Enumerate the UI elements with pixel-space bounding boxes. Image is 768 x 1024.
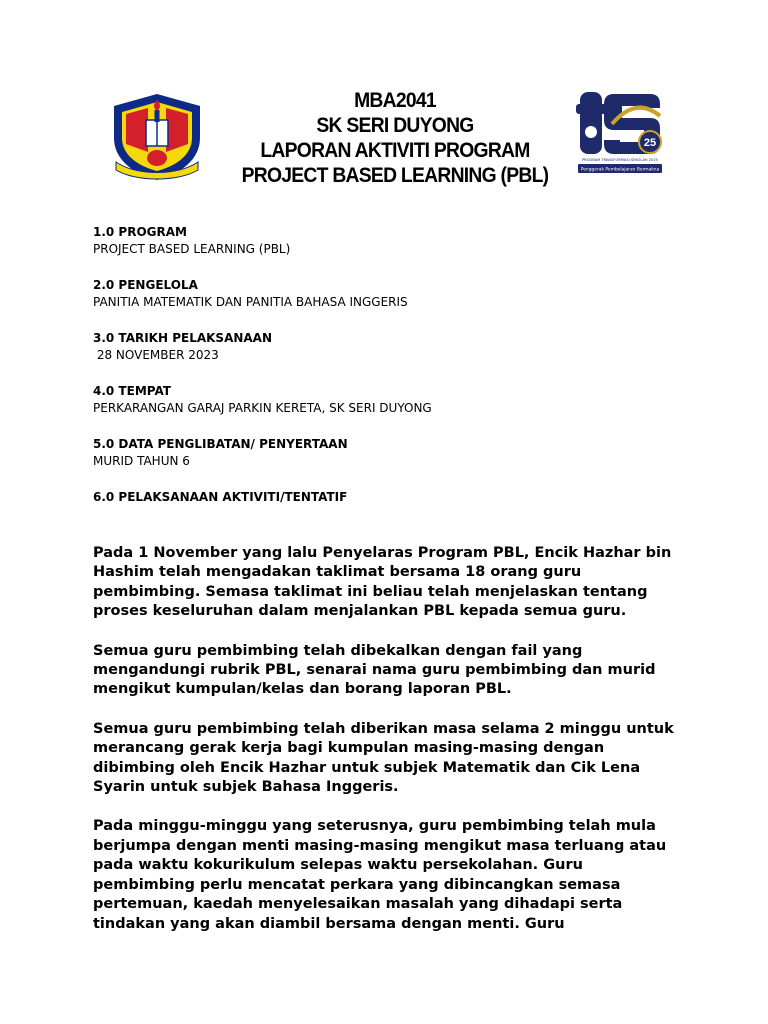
section-penglibatan [93, 436, 693, 470]
section-heading: 4.0 TEMPAT [93, 384, 171, 398]
body-paragraph: Pada 1 November yang lalu Penyelaras Program PBL, Encik Hazhar bin Hashim telah mengadakan taklimat bersama 18 orang guru pembimbing. Semasa taklimat ini beliau telah menjelaskan tentang proses keseluruhan dalam menjalankan PBL kepada semua guru. [93, 545, 672, 620]
document-title-block [200, 88, 590, 188]
report-body [93, 544, 683, 954]
body-paragraph: Semua guru pembimbing telah diberikan masa selama 2 minggu untuk merancang gerak kerja bagi kumpulan masing-masing dengan dibimbing oleh Encik Hazhar untuk subjek Matematik dan Cik Lena Syarin untuk subjek Bahasa Inggeris. [93, 720, 674, 796]
title-line-school: SK SERI DUYONG [316, 114, 474, 137]
title-line-program: PROJECT BASED LEARNING (PBL) [241, 164, 549, 187]
section-heading: 6.0 PELAKSANAAN AKTIVITI/TENTATIF [93, 490, 348, 504]
section-heading: 1.0 PROGRAM [93, 225, 187, 239]
ts25-program-text: PROGRAM TRANSFORMASI SEKOLAH 2025 [582, 158, 658, 162]
section-value: 28 NOVEMBER 2023 [93, 348, 219, 362]
section-heading: 5.0 DATA PENGLIBATAN/ PENYERTAAN [93, 437, 348, 451]
section-value: MURID TAHUN 6 [93, 454, 190, 468]
section-value: PANITIA MATEMATIK DAN PANITIA BAHASA INGGERIS [93, 295, 408, 309]
section-tempat [93, 383, 693, 417]
report-sections [93, 224, 693, 525]
section-value: PROJECT BASED LEARNING (PBL) [93, 242, 291, 256]
ts25-logo-icon [574, 86, 666, 176]
section-program [93, 224, 693, 258]
section-heading: 3.0 TARIKH PELAKSANAAN [93, 331, 273, 345]
section-pengelola [93, 277, 693, 311]
school-crest-icon [108, 92, 206, 182]
ts25-banner-text: Penggerak Pembelajaran Bermakna [580, 167, 660, 173]
body-paragraph: Semua guru pembimbing telah dibekalkan dengan fail yang mengandungi rubrik PBL, senarai nama guru pembimbing dan murid mengikut kumpulan/kelas dan borang laporan PBL. [93, 642, 656, 698]
title-line-report: LAPORAN AKTIVITI PROGRAM [260, 139, 530, 162]
ts25-badge-text: 25 [643, 137, 657, 149]
section-pelaksanaan [93, 489, 693, 506]
body-paragraph: Pada minggu-minggu yang seterusnya, guru pembimbing telah mula berjumpa dengan menti masing-masing mengikut masa terluang atau pada waktu kokurikulum selepas waktu persekolahan. Guru pembimbing perlu mencatat perkara yang dibincangkan semasa pertemuan, kaedah menyelesaikan masalah yang dihadapi serta tindakan yang akan diambil bersama dengan menti. Guru [93, 818, 667, 932]
title-line-code: MBA2041 [354, 89, 436, 112]
section-tarikh [93, 330, 693, 364]
section-heading: 2.0 PENGELOLA [93, 278, 198, 292]
section-value: PERKARANGAN GARAJ PARKIN KERETA, SK SERI DUYONG [93, 401, 432, 415]
